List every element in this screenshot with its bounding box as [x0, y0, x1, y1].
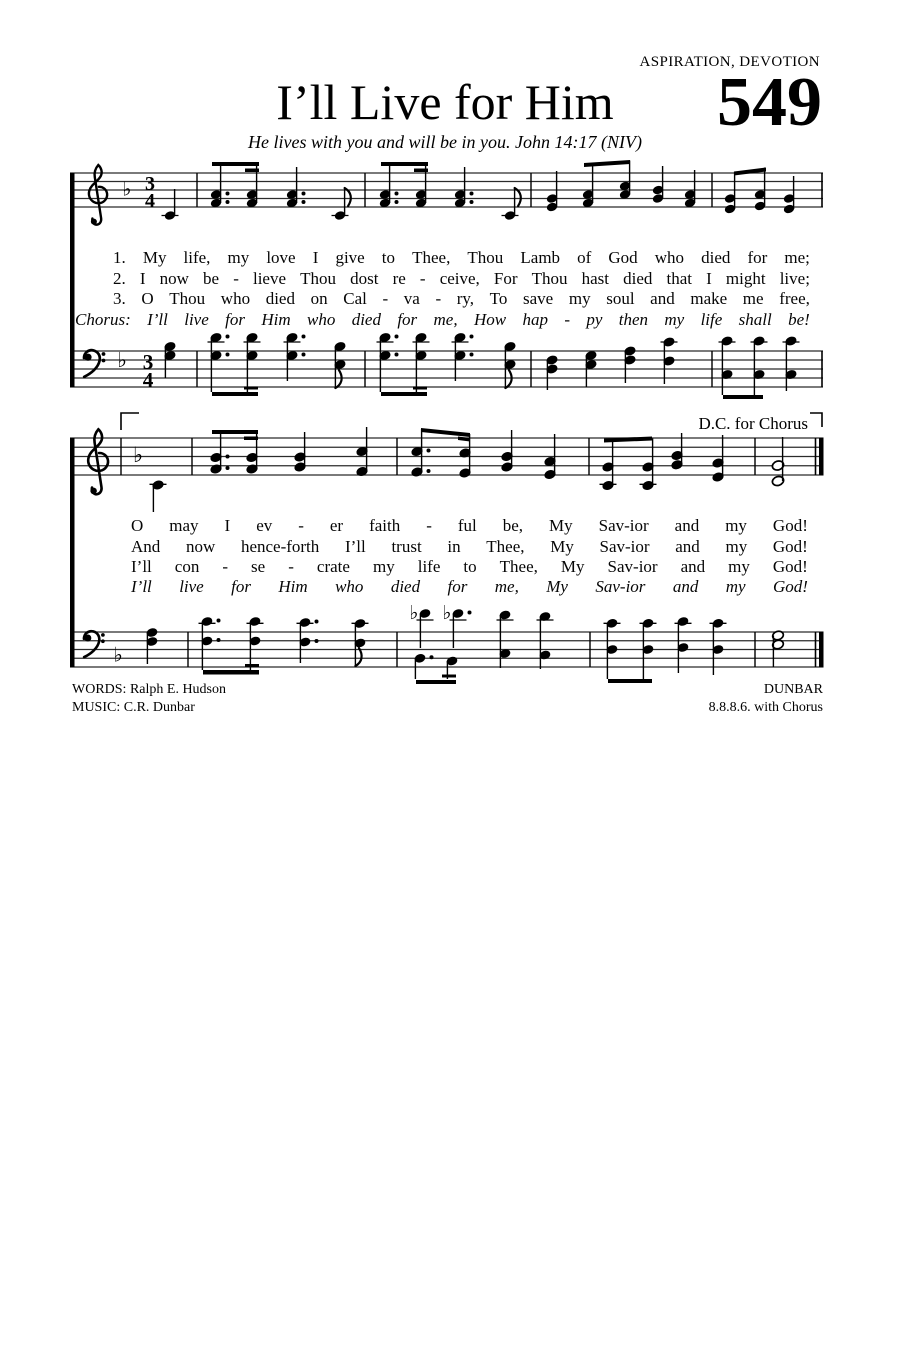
- meter-designation: 8.8.8.6. with Chorus: [708, 700, 823, 715]
- words-credit: WORDS: Ralph E. Hudson: [72, 682, 226, 697]
- lyric-line-verse-3-end: I’ll con - se - crate my life to Thee, My Sav-ior and my God!: [131, 557, 808, 576]
- svg-text:♭: ♭: [409, 600, 419, 624]
- svg-text:4: 4: [145, 190, 155, 212]
- topic-heading: ASPIRATION, DEVOTION: [639, 54, 820, 70]
- svg-text:3: 3: [145, 173, 155, 195]
- hymn-number: 549: [717, 64, 822, 141]
- hymn-title: I’ll Live for Him: [276, 74, 614, 130]
- lyric-line-verse-2-end: And now hence-forth I’ll trust in Thee, My Sav-ior and my God!: [131, 537, 808, 556]
- svg-text:♭: ♭: [113, 642, 123, 667]
- svg-text:♭: ♭: [117, 348, 127, 373]
- svg-text:♭: ♭: [132, 443, 144, 469]
- dc-for-chorus-marking: D.C. for Chorus: [698, 414, 808, 433]
- svg-text:♭: ♭: [442, 600, 452, 624]
- lyric-line-chorus: Chorus: I’ll live for Him who died for me, How hap - py then my life shall be!: [75, 310, 810, 329]
- lyric-line-verse-2: 2. I now be - lieve Thou dost re - ceive, For Thou hast died that I might live;: [113, 269, 810, 288]
- svg-text:♭: ♭: [122, 177, 132, 201]
- lyric-line-verse-3: 3. O Thou who died on Cal - va - ry, To save my soul and make me free,: [113, 289, 810, 308]
- tune-name: DUNBAR: [763, 682, 823, 697]
- svg-text:4: 4: [142, 368, 154, 392]
- lyric-line-verse-1: 1. My life, my love I give to Thee, Thou Lamb of God who died for me;: [113, 248, 810, 267]
- scripture-reference: He lives with you and will be in you. John 14:17 (NIV): [248, 132, 642, 152]
- svg-text:3: 3: [142, 350, 154, 374]
- lyric-line-verse-1-end: O may I ev - er faith - ful be, My Sav-ior and my God!: [131, 516, 808, 535]
- lyric-line-chorus-end: I’ll live for Him who died for me, My Sav-ior and my God!: [131, 577, 808, 596]
- music-credit: MUSIC: C.R. Dunbar: [72, 700, 195, 715]
